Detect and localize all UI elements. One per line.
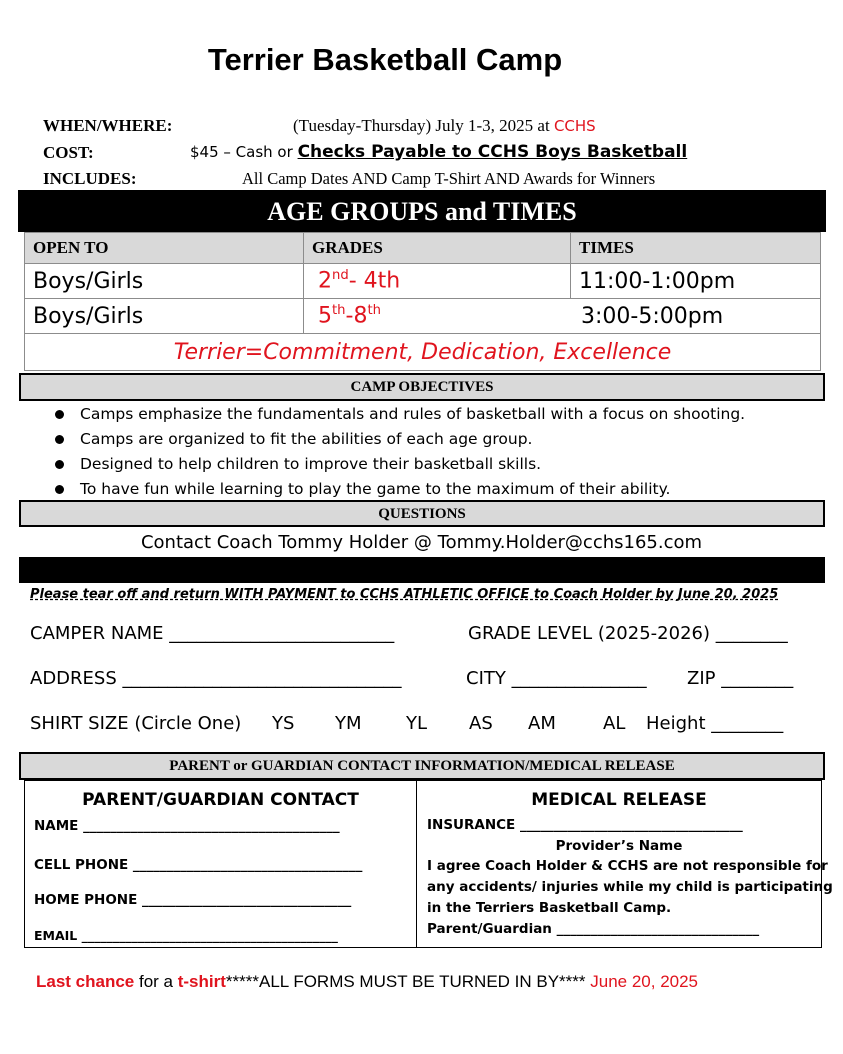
shirt-size-yl[interactable]: YL	[406, 713, 428, 734]
address-field[interactable]: ADDRESS _______________________________	[30, 668, 402, 689]
shirt-size-ys[interactable]: YS	[272, 713, 295, 734]
objectives-list	[55, 402, 745, 502]
zip-field[interactable]: ZIP ________	[687, 668, 794, 689]
bullet-icon	[55, 410, 64, 419]
when-text: (Tuesday-Thursday) July 1-3, 2025 at	[293, 116, 550, 135]
release-heading: PARENT or GUARDIAN CONTACT INFORMATION/MEDICAL RELEASE	[19, 752, 825, 780]
bullet-icon	[55, 435, 64, 444]
grades-cell: 2nd- 4th	[304, 264, 571, 299]
cell-phone-field[interactable]: CELL PHONE __________________________________	[34, 857, 363, 873]
shirt-size-as[interactable]: AS	[469, 713, 493, 734]
open-to-cell: Boys/Girls	[25, 264, 304, 299]
list-item: Designed to help children to improve their basketball skills.	[55, 452, 745, 477]
deadline-text: June 20, 2025	[590, 972, 699, 991]
includes-value: All Camp Dates AND Camp T-Shirt AND Awards for Winners	[242, 169, 656, 188]
medical-release-title: MEDICAL RELEASE	[531, 790, 707, 810]
motto-row	[25, 334, 821, 371]
age-groups-heading: AGE GROUPS and TIMES	[18, 190, 826, 232]
cost-label: COST:	[43, 143, 94, 162]
shirt-size-label: SHIRT SIZE (Circle One)	[30, 713, 242, 734]
agreement-line-3: in the Terriers Basketball Camp.	[427, 900, 672, 916]
parent-contact-title: PARENT/GUARDIAN CONTACT	[82, 790, 359, 810]
last-chance-text: Last chance	[36, 972, 135, 991]
when-label: WHEN/WHERE:	[43, 116, 173, 135]
table-header-row	[25, 233, 821, 264]
email-field[interactable]: EMAIL _________________________________________	[34, 928, 338, 943]
age-groups-table	[24, 232, 821, 371]
column-grades: GRADES	[304, 233, 571, 264]
camper-name-field[interactable]: CAMPER NAME _________________________	[30, 623, 395, 644]
tear-off-text: Please tear off and return WITH PAYMENT to CCHS ATHLETIC OFFICE to Coach Holder by June 20, 2025	[30, 587, 779, 602]
column-times: TIMES	[571, 233, 821, 264]
forms-text: *****ALL FORMS MUST BE TURNED IN BY****	[225, 972, 591, 991]
agreement-line-1: I agree Coach Holder & CCHS are not responsible for	[427, 858, 828, 874]
bullet-icon	[55, 460, 64, 469]
open-to-cell: Boys/Girls	[25, 299, 304, 334]
insurance-field[interactable]: INSURANCE _________________________________	[427, 817, 743, 833]
cost-text: $45 – Cash or	[190, 143, 293, 161]
questions-contact: Contact Coach Tommy Holder @ Tommy.Holder@cchs165.com	[140, 532, 703, 553]
motto: Terrier=Commitment, Dedication, Excellence	[25, 334, 821, 371]
cost-checks: Checks Payable to CCHS Boys Basketball	[297, 142, 688, 162]
questions-heading: QUESTIONS	[19, 500, 825, 527]
list-item: Camps are organized to fit the abilities of each age group.	[55, 427, 745, 452]
provider-name-label: Provider’s Name	[555, 838, 683, 854]
list-item: Camps emphasize the fundamentals and rules of basketball with a focus on shooting.	[55, 402, 745, 427]
footer-notice	[36, 972, 698, 992]
includes-label: INCLUDES:	[43, 169, 137, 188]
page-title: Terrier Basketball Camp	[207, 42, 563, 77]
shirt-size-al[interactable]: AL	[603, 713, 626, 734]
shirt-size-am[interactable]: AM	[528, 713, 556, 734]
times-cell: 11:00-1:00pm	[571, 264, 821, 299]
when-value	[293, 116, 596, 136]
tshirt-text: t-shirt	[177, 972, 226, 991]
guardian-signature-field[interactable]: Parent/Guardian ______________________________	[427, 921, 760, 937]
tear-off-line	[30, 587, 820, 602]
table-row	[25, 264, 821, 299]
cost-value	[190, 142, 687, 162]
height-field[interactable]: Height ________	[646, 713, 784, 734]
grades-cell: 5th-8th	[304, 299, 571, 334]
for-a-text: for a	[134, 972, 178, 991]
city-field[interactable]: CITY _______________	[466, 668, 647, 689]
shirt-size-ym[interactable]: YM	[335, 713, 362, 734]
bullet-icon	[55, 485, 64, 494]
objectives-heading: CAMP OBJECTIVES	[19, 373, 825, 401]
grade-level-field[interactable]: GRADE LEVEL (2025-2026) ________	[468, 623, 788, 644]
column-open-to: OPEN TO	[25, 233, 304, 264]
times-cell: 3:00-5:00pm	[571, 299, 821, 334]
parent-name-field[interactable]: NAME ______________________________________	[34, 818, 340, 834]
agreement-line-2: any accidents/ injuries while my child is participating	[427, 879, 833, 895]
list-item: To have fun while learning to play the game to the maximum of their ability.	[55, 477, 745, 502]
when-place: CCHS	[553, 117, 596, 135]
table-row	[25, 299, 821, 334]
home-phone-field[interactable]: HOME PHONE _______________________________	[34, 892, 352, 908]
separator-bar	[19, 557, 825, 583]
